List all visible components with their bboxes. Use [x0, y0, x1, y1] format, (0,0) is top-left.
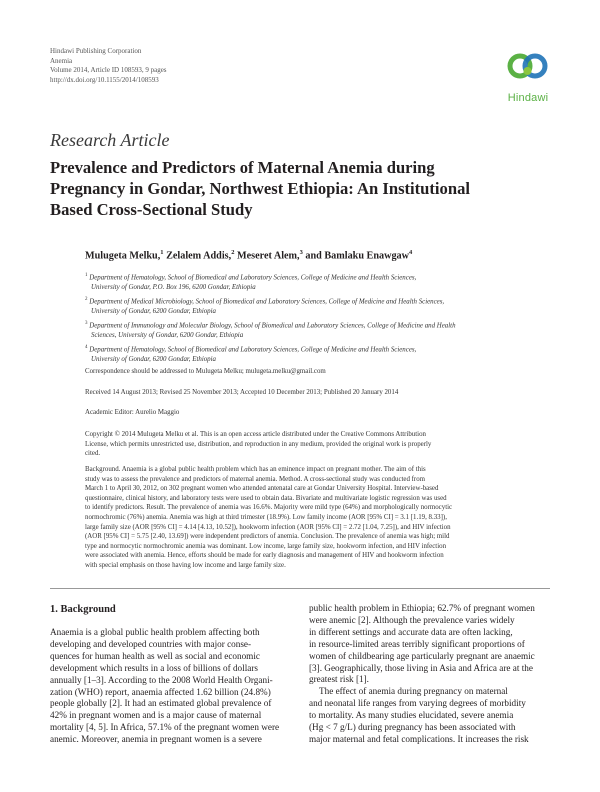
affiliation-item: $^4$ Department of Hematology, School of Biomedical and Laboratory Sciences, College of Medicine and Health Sciences, University of Gondar, 6200 Gondar, Ethiopia: [85, 345, 417, 363]
body-line: (Hg < 7 g/L) during pregnancy has been associated with: [309, 722, 516, 733]
academic-editor: Academic Editor: Aurelio Maggio: [85, 409, 180, 416]
author-name: Mulugeta Melku,: [85, 250, 161, 262]
author-affil-sup: 3: [299, 249, 303, 256]
body-line: greatest risk [1].: [309, 674, 369, 685]
body-line: were anemic [2]. Although the prevalence varies widely: [309, 614, 515, 625]
body-line: mortality [4, 5]. In Africa, 57.1% of the pregnant women were: [50, 722, 280, 733]
body-line: annually [1–3]. According to the 2008 World Health Organi-: [50, 674, 273, 685]
article-dates: Received 14 August 2013; Revised 25 November 2013; Accepted 10 December 2013; Published 20 January 2014: [85, 389, 399, 396]
publication-info: [50, 47, 167, 85]
article-title: [50, 157, 550, 220]
body-column-left: [50, 627, 298, 746]
publisher-name: Hindawi Publishing Corporation: [50, 47, 142, 55]
abstract-line: with special emphasis on those having low income and large family size.: [85, 561, 286, 569]
affiliation-item: $^3$ Department of Immunology and Molecular Biology, School of Biomedical and Laboratory Sciences, College of Medicine and Health Sciences, University of Gondar, 6200 Gondar, Ethiopia: [85, 321, 456, 339]
title-line: Prevalence and Predictors of Maternal Anemia during: [50, 158, 435, 177]
abstract-line: normochromic (76%) anemia. Anemia was high at third trimester (18.9%). Low family income (AOR [95% CI] = 3.1 [1.19, 8.33]),: [85, 513, 447, 521]
abstract-line: were associated with anemia. Hence, efforts should be made for early diagnosis and management of HIV and hookworm infection: [85, 552, 444, 560]
license-notice: Copyright © 2014 Mulugeta Melku et al. This is an open access article distributed under the Creative Commons Attribution License, which permits unrestricted use, distribution, and reproduction in any medium, provided the original work is properly cited.: [85, 431, 432, 458]
author-list: [85, 249, 412, 261]
body-line: public health problem in Ethiopia; 62.7% of pregnant women: [309, 603, 535, 613]
author-name: Zelalem Addis,: [166, 250, 232, 262]
doi-link[interactable]: http://dx.doi.org/10.1155/2014/108593: [50, 75, 159, 84]
abstract-line: to identify predictors. Result. The prevalence of anemia was 16.6%. Majority were mild type (64%) and morphologically normocytic: [85, 504, 453, 512]
abstract-line: type and normocytic normochromic anemia was dominant. Low income, large family size, hookworm infection, and HIV infection: [85, 542, 447, 550]
body-column-right: [309, 603, 557, 746]
body-line: to mortality. As many studies elucidated, severe anemia: [309, 710, 514, 721]
body-line: developing and developed countries with major conse-: [50, 638, 252, 649]
body-line: development which results in a loss of billions of dollars: [50, 662, 258, 673]
hindawi-logo-text: Hindawi: [507, 92, 549, 104]
abstract-line: Background. Anaemia is a global public health problem which has an eminence impact on pregnant mother. The aim of this: [85, 466, 426, 473]
title-line: Pregnancy in Gondar, Northwest Ethiopia: An Institutional: [50, 179, 470, 198]
body-line: anemic. Moreover, anemia in pregnant women is a severe: [50, 734, 262, 745]
abstract-line: March 1 to April 30, 2012, on 302 pregnant women who attended antenatal care at Gondar University Hospital. Interview-based: [85, 485, 439, 493]
correspondence: Correspondence should be addressed to Mulugeta Melku; mulugeta.melku@gmail.com: [85, 368, 326, 375]
body-line: [3]. Geographically, those living in Asia and Africa are at the: [309, 662, 533, 673]
body-line: The effect of anemia during pregnancy on maternal: [319, 686, 508, 697]
author-affil-sup: 2: [231, 249, 235, 256]
body-line: zation (WHO) report, anaemia affected 1.62 billion (24.8%): [50, 686, 271, 697]
body-line: 42% in pregnant women and is a major cause of maternal: [50, 710, 262, 721]
abstract: [85, 465, 551, 571]
author-name: Meseret Alem,: [236, 250, 300, 262]
abstract-line: study was to assess the prevalence and predictors of maternal anemia. Method. A cross-sectional study was conducted from: [85, 475, 426, 483]
section-heading: 1. Background: [50, 604, 116, 615]
affiliations: [85, 271, 555, 367]
article-type: Research Article: [50, 130, 170, 150]
abstract-line: (AOR [95% CI] = 5.75 [2.40, 13.69]) were independent predictors of anemia. Conclusion. The prevalence of anemia was high; mild: [85, 533, 450, 541]
author-affil-sup: 4: [409, 249, 413, 256]
section-divider: [50, 588, 550, 589]
abstract-line: questionnaire, clinical history, and laboratory tests were used to obtain data. Bivariate and multivariate logistic regression was used: [85, 494, 447, 502]
abstract-line: large family size (AOR [95% CI] = 4.14 [4.13, 10.52]), hookworm infection (AOR [95% CI] = 2.72 [1.04, 7.25]), and HIV infection: [85, 523, 451, 531]
author-affil-sup: 1: [160, 249, 164, 256]
body-line: quences for human health as well as social and economic: [50, 650, 260, 661]
volume-info: Volume 2014, Article ID 108593, 9 pages: [50, 66, 167, 75]
body-line: major maternal and fetal complications. It increases the risk: [309, 733, 529, 744]
body-line: Anaemia is a global public health problem affecting both: [50, 627, 260, 637]
affiliation-item: $^2$ Department of Medical Microbiology, School of Biomedical and Laboratory Sciences, College of Medicine and Health Sciences, University of Gondar, 6200 Gondar, Ethiopia: [85, 297, 445, 315]
body-line: women of childbearing age particularly pregnant are anaemic: [309, 650, 535, 661]
body-line: in different settings and accurate data are often lacking,: [309, 626, 513, 637]
body-line: people globally [2]. It had an estimated global prevalence of: [50, 698, 272, 709]
body-line: and neonatal life ranges from varying degrees of morbidity: [309, 698, 526, 709]
author-name: and Bamlaku Enawgaw: [305, 250, 409, 262]
title-line: Based Cross-Sectional Study: [50, 200, 253, 219]
journal-name: Anemia: [50, 56, 73, 65]
body-line: in resource-limited areas terribly significant proportions of: [309, 638, 525, 649]
affiliation-item: $^1$ Department of Hematology, School of Biomedical and Laboratory Sciences, College of Medicine and Health Sciences, University of Gondar, P.O. Box 196, 6200 Gondar, Ethiopia: [85, 273, 417, 291]
